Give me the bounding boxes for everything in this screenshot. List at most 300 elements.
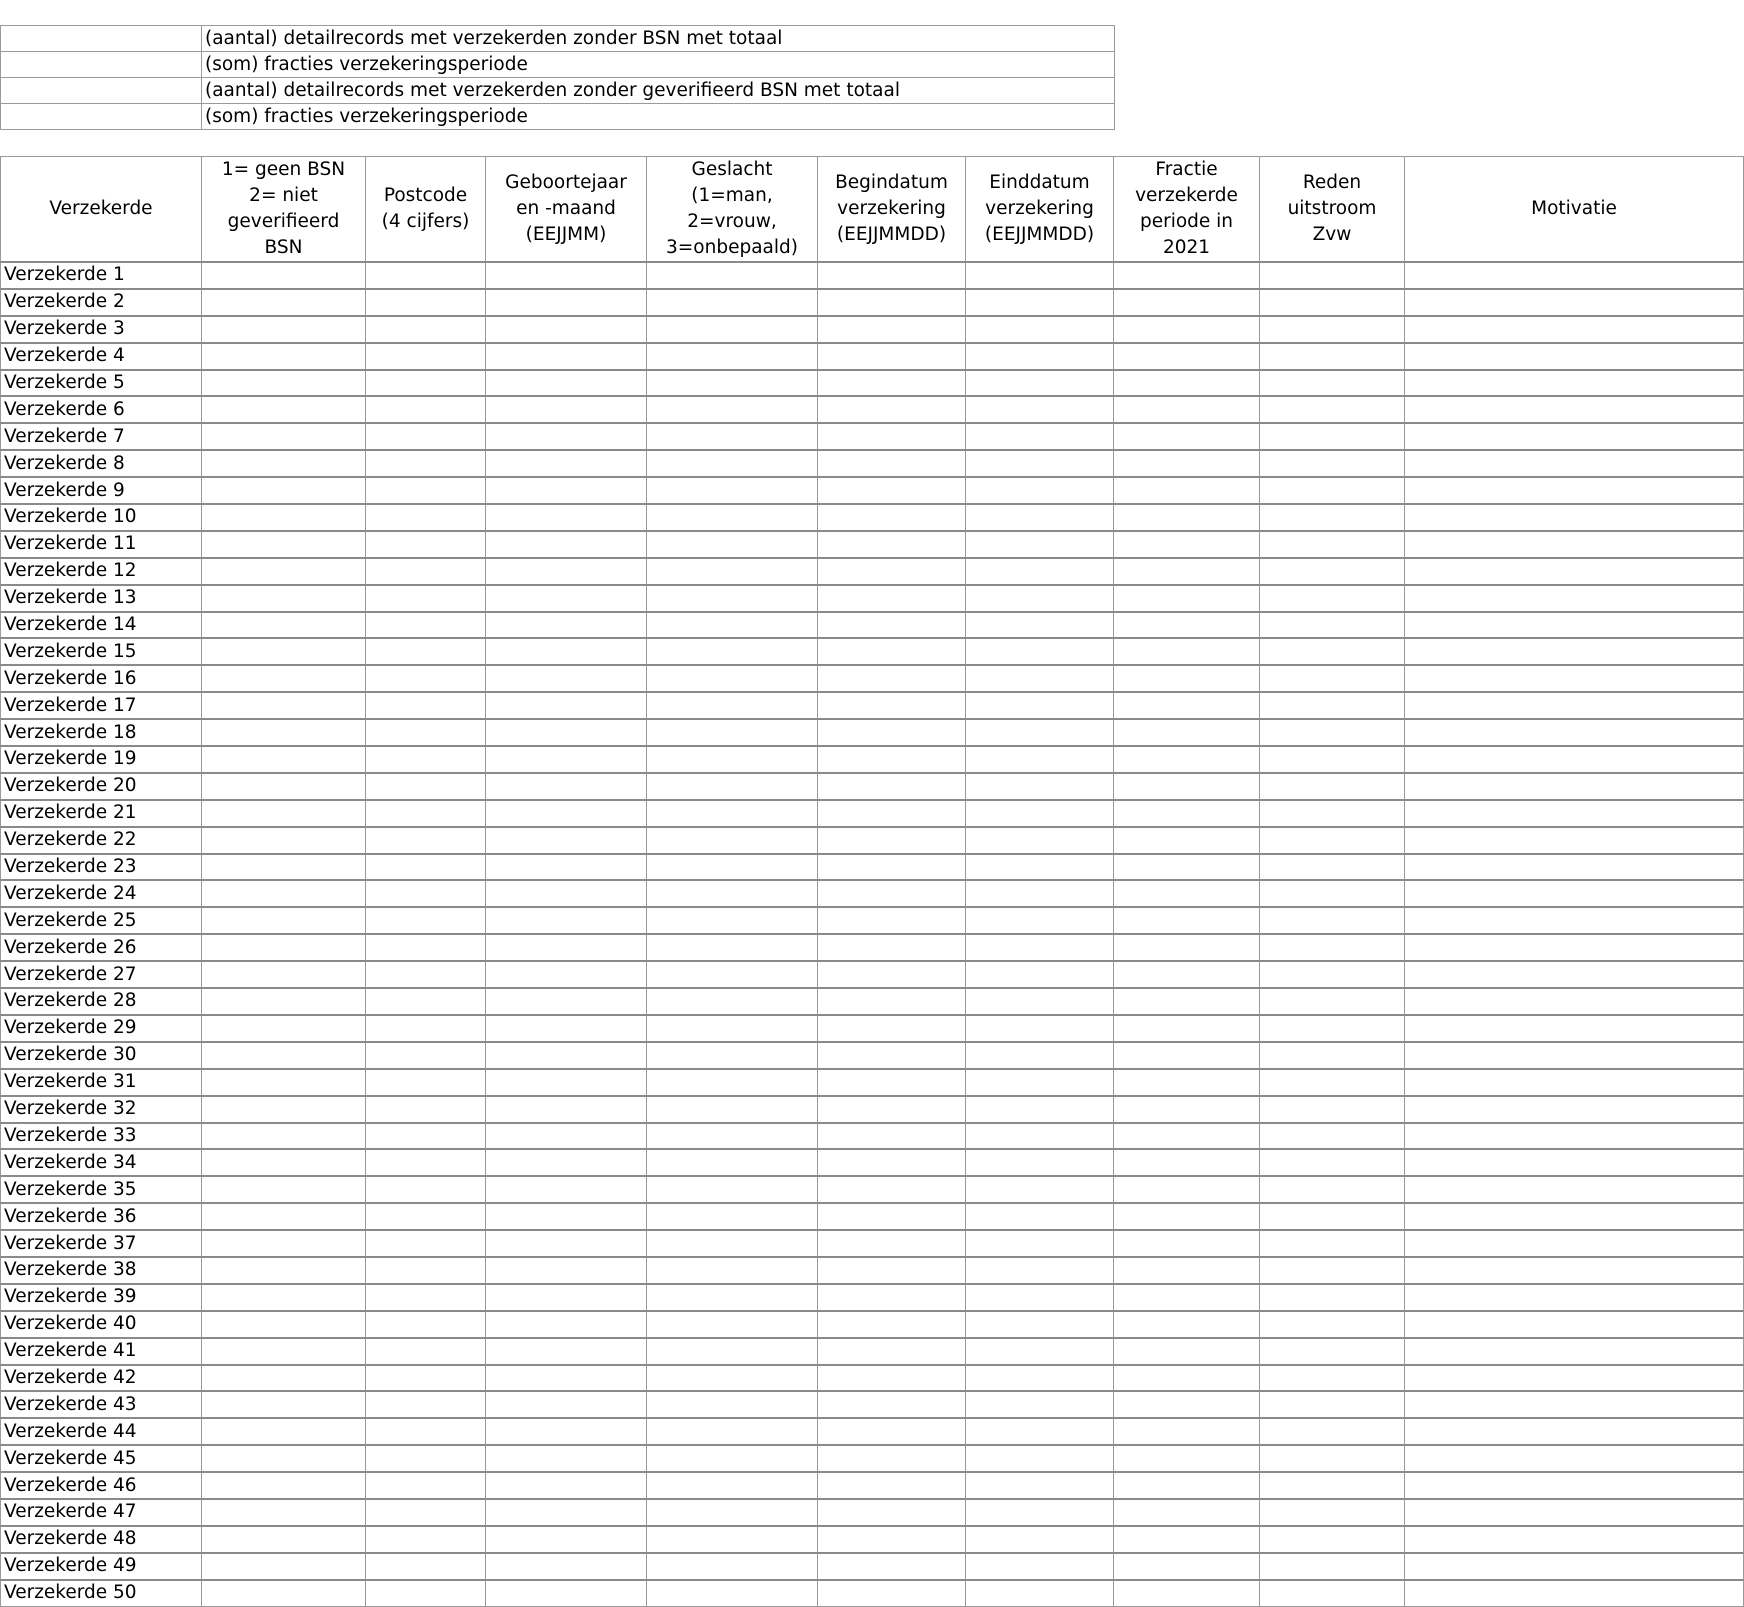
cell-geboortejaar-maand[interactable]: [486, 1176, 647, 1203]
cell-reden-uitstroom[interactable]: [1260, 746, 1405, 773]
cell-motivatie[interactable]: [1405, 800, 1744, 827]
cell-postcode[interactable]: [366, 1499, 486, 1526]
cell-reden-uitstroom[interactable]: [1260, 880, 1405, 907]
cell-postcode[interactable]: [366, 773, 486, 800]
cell-postcode[interactable]: [366, 719, 486, 746]
cell-motivatie[interactable]: [1405, 1176, 1744, 1203]
cell-postcode[interactable]: [366, 1069, 486, 1096]
cell-fractie[interactable]: [1114, 531, 1260, 558]
cell-motivatie[interactable]: [1405, 1284, 1744, 1311]
cell-bsn-status[interactable]: [202, 1257, 366, 1284]
cell-geboortejaar-maand[interactable]: [486, 450, 647, 477]
cell-einddatum[interactable]: [966, 1311, 1114, 1338]
cell-reden-uitstroom[interactable]: [1260, 343, 1405, 370]
cell-begindatum[interactable]: [818, 1149, 966, 1176]
cell-motivatie[interactable]: [1405, 450, 1744, 477]
cell-reden-uitstroom[interactable]: [1260, 988, 1405, 1015]
cell-motivatie[interactable]: [1405, 612, 1744, 639]
cell-motivatie[interactable]: [1405, 1149, 1744, 1176]
cell-motivatie[interactable]: [1405, 1553, 1744, 1580]
cell-fractie[interactable]: [1114, 289, 1260, 316]
cell-reden-uitstroom[interactable]: [1260, 1015, 1405, 1042]
cell-fractie[interactable]: [1114, 612, 1260, 639]
cell-postcode[interactable]: [366, 1123, 486, 1150]
cell-bsn-status[interactable]: [202, 585, 366, 612]
cell-fractie[interactable]: [1114, 1499, 1260, 1526]
cell-begindatum[interactable]: [818, 1418, 966, 1445]
cell-fractie[interactable]: [1114, 1284, 1260, 1311]
cell-einddatum[interactable]: [966, 1015, 1114, 1042]
cell-postcode[interactable]: [366, 1311, 486, 1338]
cell-fractie[interactable]: [1114, 1096, 1260, 1123]
cell-geslacht[interactable]: [647, 719, 818, 746]
cell-fractie[interactable]: [1114, 316, 1260, 343]
cell-geboortejaar-maand[interactable]: [486, 1580, 647, 1606]
cell-motivatie[interactable]: [1405, 1338, 1744, 1365]
cell-begindatum[interactable]: [818, 450, 966, 477]
cell-bsn-status[interactable]: [202, 827, 366, 854]
cell-fractie[interactable]: [1114, 1391, 1260, 1418]
cell-reden-uitstroom[interactable]: [1260, 504, 1405, 531]
cell-einddatum[interactable]: [966, 370, 1114, 397]
cell-begindatum[interactable]: [818, 988, 966, 1015]
cell-fractie[interactable]: [1114, 423, 1260, 450]
cell-einddatum[interactable]: [966, 1149, 1114, 1176]
cell-begindatum[interactable]: [818, 665, 966, 692]
cell-fractie[interactable]: [1114, 1123, 1260, 1150]
cell-einddatum[interactable]: [966, 692, 1114, 719]
cell-einddatum[interactable]: [966, 558, 1114, 585]
cell-geboortejaar-maand[interactable]: [486, 504, 647, 531]
cell-geslacht[interactable]: [647, 1123, 818, 1150]
cell-geslacht[interactable]: [647, 289, 818, 316]
cell-geboortejaar-maand[interactable]: [486, 746, 647, 773]
cell-motivatie[interactable]: [1405, 370, 1744, 397]
cell-einddatum[interactable]: [966, 827, 1114, 854]
cell-motivatie[interactable]: [1405, 746, 1744, 773]
cell-motivatie[interactable]: [1405, 692, 1744, 719]
cell-geslacht[interactable]: [647, 1580, 818, 1606]
cell-geboortejaar-maand[interactable]: [486, 1096, 647, 1123]
cell-geslacht[interactable]: [647, 1230, 818, 1257]
cell-geboortejaar-maand[interactable]: [486, 692, 647, 719]
cell-geslacht[interactable]: [647, 558, 818, 585]
cell-geslacht[interactable]: [647, 1338, 818, 1365]
cell-postcode[interactable]: [366, 1042, 486, 1069]
cell-postcode[interactable]: [366, 934, 486, 961]
cell-bsn-status[interactable]: [202, 558, 366, 585]
cell-geboortejaar-maand[interactable]: [486, 531, 647, 558]
cell-geboortejaar-maand[interactable]: [486, 1015, 647, 1042]
cell-bsn-status[interactable]: [202, 1015, 366, 1042]
cell-einddatum[interactable]: [966, 988, 1114, 1015]
cell-postcode[interactable]: [366, 800, 486, 827]
cell-begindatum[interactable]: [818, 719, 966, 746]
cell-motivatie[interactable]: [1405, 1445, 1744, 1472]
cell-motivatie[interactable]: [1405, 638, 1744, 665]
summary-value-cell[interactable]: [1, 104, 202, 130]
cell-postcode[interactable]: [366, 396, 486, 423]
cell-einddatum[interactable]: [966, 343, 1114, 370]
cell-bsn-status[interactable]: [202, 1338, 366, 1365]
cell-begindatum[interactable]: [818, 370, 966, 397]
cell-fractie[interactable]: [1114, 1149, 1260, 1176]
cell-einddatum[interactable]: [966, 1418, 1114, 1445]
cell-motivatie[interactable]: [1405, 1526, 1744, 1553]
cell-geslacht[interactable]: [647, 477, 818, 504]
cell-fractie[interactable]: [1114, 1580, 1260, 1606]
cell-bsn-status[interactable]: [202, 854, 366, 881]
cell-fractie[interactable]: [1114, 988, 1260, 1015]
cell-begindatum[interactable]: [818, 1365, 966, 1392]
cell-einddatum[interactable]: [966, 289, 1114, 316]
cell-postcode[interactable]: [366, 746, 486, 773]
cell-bsn-status[interactable]: [202, 907, 366, 934]
cell-fractie[interactable]: [1114, 638, 1260, 665]
cell-geboortejaar-maand[interactable]: [486, 1553, 647, 1580]
cell-geslacht[interactable]: [647, 1445, 818, 1472]
cell-reden-uitstroom[interactable]: [1260, 1472, 1405, 1499]
cell-fractie[interactable]: [1114, 961, 1260, 988]
cell-geslacht[interactable]: [647, 746, 818, 773]
cell-geboortejaar-maand[interactable]: [486, 423, 647, 450]
cell-reden-uitstroom[interactable]: [1260, 1526, 1405, 1553]
cell-einddatum[interactable]: [966, 1042, 1114, 1069]
cell-geslacht[interactable]: [647, 1257, 818, 1284]
cell-einddatum[interactable]: [966, 477, 1114, 504]
cell-postcode[interactable]: [366, 1230, 486, 1257]
cell-einddatum[interactable]: [966, 1096, 1114, 1123]
cell-einddatum[interactable]: [966, 1553, 1114, 1580]
cell-begindatum[interactable]: [818, 477, 966, 504]
cell-reden-uitstroom[interactable]: [1260, 316, 1405, 343]
cell-begindatum[interactable]: [818, 558, 966, 585]
cell-begindatum[interactable]: [818, 1042, 966, 1069]
cell-geboortejaar-maand[interactable]: [486, 1311, 647, 1338]
cell-motivatie[interactable]: [1405, 1230, 1744, 1257]
cell-fractie[interactable]: [1114, 1365, 1260, 1392]
cell-fractie[interactable]: [1114, 665, 1260, 692]
cell-bsn-status[interactable]: [202, 1203, 366, 1230]
cell-fractie[interactable]: [1114, 1230, 1260, 1257]
cell-postcode[interactable]: [366, 1284, 486, 1311]
cell-reden-uitstroom[interactable]: [1260, 423, 1405, 450]
cell-begindatum[interactable]: [818, 612, 966, 639]
cell-reden-uitstroom[interactable]: [1260, 531, 1405, 558]
cell-fractie[interactable]: [1114, 1203, 1260, 1230]
cell-postcode[interactable]: [366, 477, 486, 504]
cell-bsn-status[interactable]: [202, 343, 366, 370]
cell-geslacht[interactable]: [647, 638, 818, 665]
cell-geslacht[interactable]: [647, 854, 818, 881]
cell-bsn-status[interactable]: [202, 289, 366, 316]
cell-bsn-status[interactable]: [202, 988, 366, 1015]
cell-geslacht[interactable]: [647, 262, 818, 289]
cell-postcode[interactable]: [366, 1149, 486, 1176]
cell-motivatie[interactable]: [1405, 1123, 1744, 1150]
cell-einddatum[interactable]: [966, 1391, 1114, 1418]
cell-reden-uitstroom[interactable]: [1260, 1365, 1405, 1392]
cell-einddatum[interactable]: [966, 773, 1114, 800]
cell-einddatum[interactable]: [966, 1365, 1114, 1392]
cell-geboortejaar-maand[interactable]: [486, 1391, 647, 1418]
cell-bsn-status[interactable]: [202, 1096, 366, 1123]
summary-value-cell[interactable]: [1, 52, 202, 78]
cell-geboortejaar-maand[interactable]: [486, 827, 647, 854]
cell-geslacht[interactable]: [647, 612, 818, 639]
cell-reden-uitstroom[interactable]: [1260, 1149, 1405, 1176]
cell-postcode[interactable]: [366, 1015, 486, 1042]
cell-reden-uitstroom[interactable]: [1260, 665, 1405, 692]
cell-geslacht[interactable]: [647, 1311, 818, 1338]
cell-motivatie[interactable]: [1405, 1257, 1744, 1284]
cell-motivatie[interactable]: [1405, 907, 1744, 934]
cell-fractie[interactable]: [1114, 719, 1260, 746]
cell-einddatum[interactable]: [966, 746, 1114, 773]
cell-reden-uitstroom[interactable]: [1260, 1338, 1405, 1365]
cell-einddatum[interactable]: [966, 800, 1114, 827]
cell-reden-uitstroom[interactable]: [1260, 1123, 1405, 1150]
cell-geslacht[interactable]: [647, 531, 818, 558]
cell-fractie[interactable]: [1114, 800, 1260, 827]
cell-einddatum[interactable]: [966, 907, 1114, 934]
cell-einddatum[interactable]: [966, 531, 1114, 558]
cell-fractie[interactable]: [1114, 907, 1260, 934]
cell-fractie[interactable]: [1114, 1069, 1260, 1096]
cell-geboortejaar-maand[interactable]: [486, 1526, 647, 1553]
cell-geslacht[interactable]: [647, 907, 818, 934]
cell-reden-uitstroom[interactable]: [1260, 1176, 1405, 1203]
cell-begindatum[interactable]: [818, 1391, 966, 1418]
cell-reden-uitstroom[interactable]: [1260, 558, 1405, 585]
cell-motivatie[interactable]: [1405, 1096, 1744, 1123]
cell-postcode[interactable]: [366, 1257, 486, 1284]
cell-geboortejaar-maand[interactable]: [486, 1284, 647, 1311]
cell-geboortejaar-maand[interactable]: [486, 558, 647, 585]
summary-value-cell[interactable]: [1, 26, 202, 52]
cell-bsn-status[interactable]: [202, 1418, 366, 1445]
cell-bsn-status[interactable]: [202, 1499, 366, 1526]
cell-reden-uitstroom[interactable]: [1260, 773, 1405, 800]
cell-fractie[interactable]: [1114, 477, 1260, 504]
cell-geslacht[interactable]: [647, 1553, 818, 1580]
cell-postcode[interactable]: [366, 343, 486, 370]
cell-reden-uitstroom[interactable]: [1260, 638, 1405, 665]
cell-begindatum[interactable]: [818, 1284, 966, 1311]
cell-begindatum[interactable]: [818, 692, 966, 719]
cell-postcode[interactable]: [366, 1445, 486, 1472]
cell-begindatum[interactable]: [818, 934, 966, 961]
cell-fractie[interactable]: [1114, 1338, 1260, 1365]
cell-begindatum[interactable]: [818, 396, 966, 423]
cell-begindatum[interactable]: [818, 262, 966, 289]
cell-motivatie[interactable]: [1405, 1580, 1744, 1606]
cell-einddatum[interactable]: [966, 1580, 1114, 1606]
cell-geslacht[interactable]: [647, 1499, 818, 1526]
cell-motivatie[interactable]: [1405, 423, 1744, 450]
cell-geboortejaar-maand[interactable]: [486, 1445, 647, 1472]
cell-motivatie[interactable]: [1405, 1499, 1744, 1526]
cell-fractie[interactable]: [1114, 370, 1260, 397]
cell-reden-uitstroom[interactable]: [1260, 289, 1405, 316]
cell-begindatum[interactable]: [818, 1203, 966, 1230]
cell-bsn-status[interactable]: [202, 1365, 366, 1392]
cell-fractie[interactable]: [1114, 450, 1260, 477]
cell-begindatum[interactable]: [818, 1580, 966, 1606]
cell-geslacht[interactable]: [647, 423, 818, 450]
cell-bsn-status[interactable]: [202, 316, 366, 343]
cell-bsn-status[interactable]: [202, 450, 366, 477]
cell-fractie[interactable]: [1114, 746, 1260, 773]
cell-geboortejaar-maand[interactable]: [486, 719, 647, 746]
cell-geslacht[interactable]: [647, 370, 818, 397]
cell-motivatie[interactable]: [1405, 1311, 1744, 1338]
cell-begindatum[interactable]: [818, 343, 966, 370]
cell-geslacht[interactable]: [647, 343, 818, 370]
cell-bsn-status[interactable]: [202, 1553, 366, 1580]
cell-motivatie[interactable]: [1405, 988, 1744, 1015]
cell-fractie[interactable]: [1114, 1257, 1260, 1284]
cell-bsn-status[interactable]: [202, 1284, 366, 1311]
cell-motivatie[interactable]: [1405, 343, 1744, 370]
cell-geslacht[interactable]: [647, 316, 818, 343]
cell-reden-uitstroom[interactable]: [1260, 1553, 1405, 1580]
cell-postcode[interactable]: [366, 1365, 486, 1392]
cell-bsn-status[interactable]: [202, 1391, 366, 1418]
cell-einddatum[interactable]: [966, 880, 1114, 907]
cell-postcode[interactable]: [366, 558, 486, 585]
cell-begindatum[interactable]: [818, 827, 966, 854]
cell-geslacht[interactable]: [647, 880, 818, 907]
cell-begindatum[interactable]: [818, 773, 966, 800]
cell-fractie[interactable]: [1114, 396, 1260, 423]
cell-postcode[interactable]: [366, 612, 486, 639]
cell-motivatie[interactable]: [1405, 1069, 1744, 1096]
cell-bsn-status[interactable]: [202, 504, 366, 531]
cell-bsn-status[interactable]: [202, 665, 366, 692]
cell-geslacht[interactable]: [647, 1176, 818, 1203]
cell-geboortejaar-maand[interactable]: [486, 800, 647, 827]
cell-reden-uitstroom[interactable]: [1260, 907, 1405, 934]
cell-einddatum[interactable]: [966, 504, 1114, 531]
cell-motivatie[interactable]: [1405, 504, 1744, 531]
cell-fractie[interactable]: [1114, 773, 1260, 800]
cell-geslacht[interactable]: [647, 1391, 818, 1418]
cell-fractie[interactable]: [1114, 1418, 1260, 1445]
cell-geboortejaar-maand[interactable]: [486, 880, 647, 907]
cell-postcode[interactable]: [366, 262, 486, 289]
cell-motivatie[interactable]: [1405, 1365, 1744, 1392]
cell-geslacht[interactable]: [647, 961, 818, 988]
cell-geslacht[interactable]: [647, 450, 818, 477]
cell-bsn-status[interactable]: [202, 880, 366, 907]
cell-begindatum[interactable]: [818, 1015, 966, 1042]
cell-bsn-status[interactable]: [202, 531, 366, 558]
cell-begindatum[interactable]: [818, 504, 966, 531]
cell-fractie[interactable]: [1114, 1526, 1260, 1553]
cell-einddatum[interactable]: [966, 262, 1114, 289]
cell-bsn-status[interactable]: [202, 1176, 366, 1203]
cell-motivatie[interactable]: [1405, 1472, 1744, 1499]
cell-motivatie[interactable]: [1405, 773, 1744, 800]
cell-begindatum[interactable]: [818, 1123, 966, 1150]
cell-motivatie[interactable]: [1405, 719, 1744, 746]
cell-motivatie[interactable]: [1405, 289, 1744, 316]
cell-motivatie[interactable]: [1405, 1418, 1744, 1445]
cell-geboortejaar-maand[interactable]: [486, 1069, 647, 1096]
cell-begindatum[interactable]: [818, 961, 966, 988]
cell-geboortejaar-maand[interactable]: [486, 1338, 647, 1365]
cell-geboortejaar-maand[interactable]: [486, 1123, 647, 1150]
cell-motivatie[interactable]: [1405, 665, 1744, 692]
cell-geslacht[interactable]: [647, 800, 818, 827]
cell-einddatum[interactable]: [966, 423, 1114, 450]
cell-einddatum[interactable]: [966, 638, 1114, 665]
cell-postcode[interactable]: [366, 880, 486, 907]
cell-reden-uitstroom[interactable]: [1260, 262, 1405, 289]
cell-geslacht[interactable]: [647, 1526, 818, 1553]
cell-fractie[interactable]: [1114, 1015, 1260, 1042]
cell-reden-uitstroom[interactable]: [1260, 1230, 1405, 1257]
cell-geslacht[interactable]: [647, 1042, 818, 1069]
cell-einddatum[interactable]: [966, 1445, 1114, 1472]
cell-motivatie[interactable]: [1405, 396, 1744, 423]
cell-bsn-status[interactable]: [202, 396, 366, 423]
cell-begindatum[interactable]: [818, 854, 966, 881]
cell-geslacht[interactable]: [647, 585, 818, 612]
cell-bsn-status[interactable]: [202, 1230, 366, 1257]
cell-motivatie[interactable]: [1405, 827, 1744, 854]
cell-fractie[interactable]: [1114, 827, 1260, 854]
cell-postcode[interactable]: [366, 1553, 486, 1580]
cell-geboortejaar-maand[interactable]: [486, 1042, 647, 1069]
cell-bsn-status[interactable]: [202, 1526, 366, 1553]
cell-begindatum[interactable]: [818, 316, 966, 343]
cell-einddatum[interactable]: [966, 1123, 1114, 1150]
cell-postcode[interactable]: [366, 423, 486, 450]
cell-geslacht[interactable]: [647, 1203, 818, 1230]
cell-reden-uitstroom[interactable]: [1260, 692, 1405, 719]
cell-reden-uitstroom[interactable]: [1260, 1257, 1405, 1284]
cell-fractie[interactable]: [1114, 1445, 1260, 1472]
cell-bsn-status[interactable]: [202, 800, 366, 827]
cell-bsn-status[interactable]: [202, 961, 366, 988]
cell-fractie[interactable]: [1114, 934, 1260, 961]
cell-postcode[interactable]: [366, 854, 486, 881]
cell-geslacht[interactable]: [647, 1015, 818, 1042]
cell-motivatie[interactable]: [1405, 262, 1744, 289]
cell-einddatum[interactable]: [966, 1176, 1114, 1203]
cell-reden-uitstroom[interactable]: [1260, 585, 1405, 612]
cell-bsn-status[interactable]: [202, 719, 366, 746]
cell-postcode[interactable]: [366, 961, 486, 988]
cell-begindatum[interactable]: [818, 907, 966, 934]
cell-fractie[interactable]: [1114, 558, 1260, 585]
cell-bsn-status[interactable]: [202, 1069, 366, 1096]
cell-begindatum[interactable]: [818, 1472, 966, 1499]
cell-fractie[interactable]: [1114, 1472, 1260, 1499]
cell-bsn-status[interactable]: [202, 370, 366, 397]
cell-bsn-status[interactable]: [202, 773, 366, 800]
cell-begindatum[interactable]: [818, 585, 966, 612]
cell-reden-uitstroom[interactable]: [1260, 719, 1405, 746]
cell-begindatum[interactable]: [818, 880, 966, 907]
cell-postcode[interactable]: [366, 1176, 486, 1203]
cell-einddatum[interactable]: [966, 1284, 1114, 1311]
cell-geboortejaar-maand[interactable]: [486, 477, 647, 504]
cell-geslacht[interactable]: [647, 934, 818, 961]
cell-postcode[interactable]: [366, 1096, 486, 1123]
